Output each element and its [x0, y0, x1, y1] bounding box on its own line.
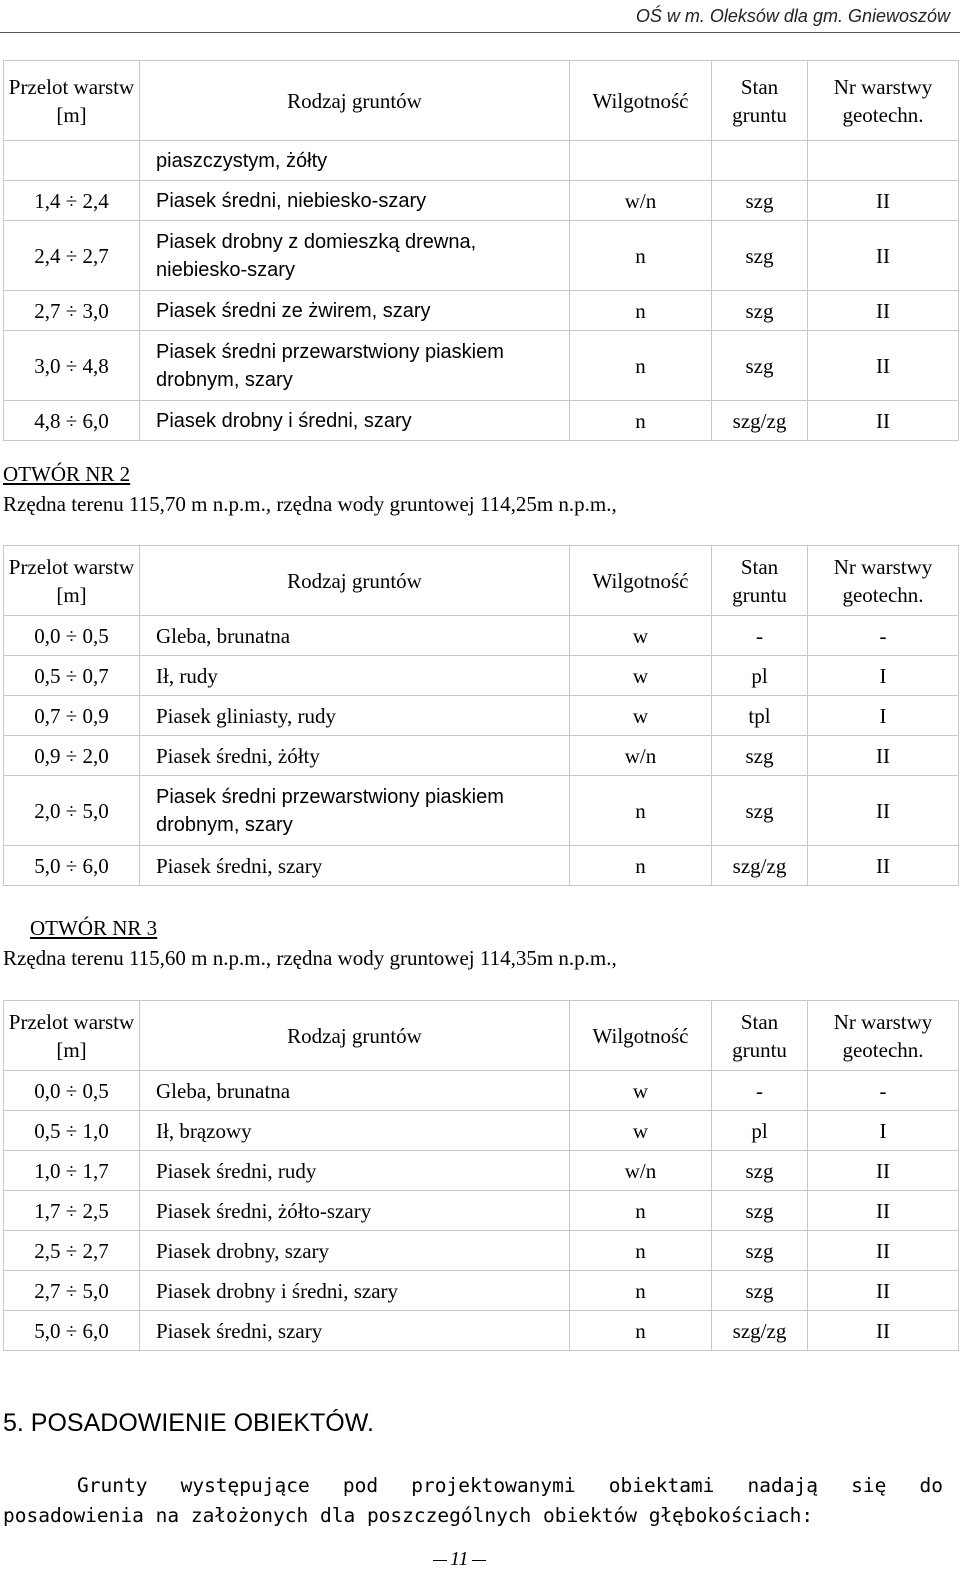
cell-soil: Piasek drobny i średni, szary: [140, 401, 570, 441]
col-header-state: Stan gruntu: [712, 1001, 808, 1071]
cell-depth: 4,8 ÷ 6,0: [4, 401, 140, 441]
col-header-state: Stan gruntu: [712, 61, 808, 141]
cell-state: szg: [712, 221, 808, 291]
cell-moisture: w: [570, 656, 712, 696]
cell-depth: 2,5 ÷ 2,7: [4, 1231, 140, 1271]
running-header: OŚ w m. Oleksów dla gm. Gniewoszów: [635, 6, 950, 26]
cell-moisture: w/n: [570, 1151, 712, 1191]
borehole-3-title: OTWÓR NR 3: [30, 916, 158, 940]
cell-depth: 1,4 ÷ 2,4: [4, 181, 140, 221]
cell-soil: Ił, brązowy: [140, 1111, 570, 1151]
cell-soil: piaszczystym, żółty: [140, 141, 570, 181]
cell-layer: II: [808, 1231, 959, 1271]
cell-depth: 3,0 ÷ 4,8: [4, 331, 140, 401]
page-number-dash-left: [433, 1560, 447, 1561]
table-row: [4, 401, 959, 441]
cell-moisture: w: [570, 616, 712, 656]
table-row: [4, 221, 959, 291]
cell-layer: II: [808, 291, 959, 331]
cell-state: szg: [712, 1191, 808, 1231]
cell-depth: 1,0 ÷ 1,7: [4, 1151, 140, 1191]
cell-state: szg/zg: [712, 1311, 808, 1351]
cell-layer: I: [808, 656, 959, 696]
cell-soil: Piasek średni, żółty: [140, 736, 570, 776]
cell-soil: Piasek średni, szary: [140, 1311, 570, 1351]
soil-table-3: [3, 1000, 959, 1351]
section-paragraph: Grunty występujące pod projektowanymi obiektami nadają się do posadowienia na założonych dla poszczególnych obiektów głębokościach:: [3, 1474, 943, 1527]
cell-state: -: [712, 616, 808, 656]
col-header-depth: Przelot warstw [m]: [4, 1001, 140, 1071]
table-row: [4, 776, 959, 846]
cell-moisture: n: [570, 846, 712, 886]
cell-state: szg/zg: [712, 846, 808, 886]
cell-soil: Piasek średni przewarstwiony piaskiem drobnym, szary: [140, 776, 570, 846]
cell-layer: II: [808, 1151, 959, 1191]
cell-state: szg: [712, 181, 808, 221]
col-header-moisture: Wilgotność: [570, 546, 712, 616]
cell-state: szg: [712, 1231, 808, 1271]
cell-soil: Gleba, brunatna: [140, 1071, 570, 1111]
cell-depth: 0,5 ÷ 1,0: [4, 1111, 140, 1151]
cell-state: [712, 141, 808, 181]
table-row: [4, 141, 959, 181]
cell-depth: 0,5 ÷ 0,7: [4, 656, 140, 696]
cell-depth: 5,0 ÷ 6,0: [4, 1311, 140, 1351]
table-row: [4, 1071, 959, 1111]
cell-soil: Piasek średni, niebiesko-szary: [140, 181, 570, 221]
table-row: [4, 1231, 959, 1271]
cell-soil: Piasek gliniasty, rudy: [140, 696, 570, 736]
table-row: [4, 331, 959, 401]
cell-depth: 0,0 ÷ 0,5: [4, 616, 140, 656]
cell-moisture: n: [570, 1311, 712, 1351]
cell-state: -: [712, 1071, 808, 1111]
cell-depth: 0,0 ÷ 0,5: [4, 1071, 140, 1111]
cell-moisture: n: [570, 1231, 712, 1271]
cell-layer: II: [808, 776, 959, 846]
cell-state: pl: [712, 656, 808, 696]
page-number-dash-right: [472, 1560, 486, 1561]
cell-moisture: w: [570, 1111, 712, 1151]
cell-layer: II: [808, 221, 959, 291]
borehole-2-title: OTWÓR NR 2: [3, 462, 131, 486]
col-header-soil: Rodzaj gruntów: [140, 61, 570, 141]
cell-depth: 5,0 ÷ 6,0: [4, 846, 140, 886]
cell-depth: 0,9 ÷ 2,0: [4, 736, 140, 776]
cell-soil: Piasek średni, rudy: [140, 1151, 570, 1191]
cell-depth: 2,0 ÷ 5,0: [4, 776, 140, 846]
cell-depth: [4, 141, 140, 181]
section-heading: 5. POSADOWIENIE OBIEKTÓW.: [3, 1409, 374, 1437]
cell-moisture: w/n: [570, 736, 712, 776]
cell-layer: II: [808, 846, 959, 886]
cell-soil: Piasek drobny, szary: [140, 1231, 570, 1271]
cell-layer: II: [808, 1271, 959, 1311]
cell-moisture: w: [570, 1071, 712, 1111]
table-row: [4, 1271, 959, 1311]
cell-soil: Piasek drobny z domieszką drewna, niebiesko-szary: [140, 221, 570, 291]
cell-moisture: n: [570, 1191, 712, 1231]
cell-state: szg: [712, 736, 808, 776]
cell-soil: Piasek średni przewarstwiony piaskiem drobnym, szary: [140, 331, 570, 401]
page-number: [430, 1548, 489, 1571]
borehole-2-elevation: Rzędna terenu 115,70 m n.p.m., rzędna wody gruntowej 114,25m n.p.m.,: [3, 492, 617, 516]
col-header-layer: Nr warstwy geotechn.: [808, 61, 959, 141]
cell-layer: I: [808, 1111, 959, 1151]
soil-table-1: [3, 60, 959, 441]
cell-state: szg: [712, 291, 808, 331]
cell-state: szg: [712, 776, 808, 846]
table-row: [4, 291, 959, 331]
cell-layer: II: [808, 401, 959, 441]
cell-soil: Piasek średni, szary: [140, 846, 570, 886]
cell-moisture: w: [570, 696, 712, 736]
cell-moisture: w/n: [570, 181, 712, 221]
col-header-depth: Przelot warstw [m]: [4, 61, 140, 141]
cell-layer: II: [808, 736, 959, 776]
table-row: [4, 846, 959, 886]
cell-state: tpl: [712, 696, 808, 736]
table-row: [4, 181, 959, 221]
table-row: [4, 656, 959, 696]
cell-layer: -: [808, 616, 959, 656]
cell-soil: Ił, rudy: [140, 656, 570, 696]
cell-layer: I: [808, 696, 959, 736]
cell-soil: Piasek średni ze żwirem, szary: [140, 291, 570, 331]
cell-state: pl: [712, 1111, 808, 1151]
table-row: [4, 616, 959, 656]
col-header-soil: Rodzaj gruntów: [140, 1001, 570, 1071]
cell-moisture: n: [570, 776, 712, 846]
table-row: [4, 1151, 959, 1191]
cell-layer: [808, 141, 959, 181]
table-row: [4, 736, 959, 776]
cell-state: szg/zg: [712, 401, 808, 441]
cell-depth: 2,7 ÷ 5,0: [4, 1271, 140, 1311]
cell-state: szg: [712, 331, 808, 401]
cell-layer: II: [808, 1191, 959, 1231]
col-header-layer: Nr warstwy geotechn.: [808, 1001, 959, 1071]
cell-depth: 2,4 ÷ 2,7: [4, 221, 140, 291]
table-row: [4, 1311, 959, 1351]
borehole-3-elevation: Rzędna terenu 115,60 m n.p.m., rzędna wody gruntowej 114,35m n.p.m.,: [3, 946, 617, 970]
cell-layer: II: [808, 331, 959, 401]
cell-moisture: n: [570, 221, 712, 291]
header-rule: [0, 32, 960, 33]
cell-depth: 1,7 ÷ 2,5: [4, 1191, 140, 1231]
col-header-moisture: Wilgotność: [570, 61, 712, 141]
table-row: [4, 1111, 959, 1151]
cell-soil: Gleba, brunatna: [140, 616, 570, 656]
cell-layer: II: [808, 1311, 959, 1351]
cell-layer: II: [808, 181, 959, 221]
page-number-value: 11: [450, 1548, 469, 1570]
cell-depth: 0,7 ÷ 0,9: [4, 696, 140, 736]
cell-state: szg: [712, 1151, 808, 1191]
table-row: [4, 1191, 959, 1231]
cell-soil: Piasek drobny i średni, szary: [140, 1271, 570, 1311]
cell-soil: Piasek średni, żółto-szary: [140, 1191, 570, 1231]
col-header-depth: Przelot warstw [m]: [4, 546, 140, 616]
cell-depth: 2,7 ÷ 3,0: [4, 291, 140, 331]
col-header-soil: Rodzaj gruntów: [140, 546, 570, 616]
cell-moisture: [570, 141, 712, 181]
col-header-state: Stan gruntu: [712, 546, 808, 616]
cell-state: szg: [712, 1271, 808, 1311]
col-header-layer: Nr warstwy geotechn.: [808, 546, 959, 616]
cell-moisture: n: [570, 1271, 712, 1311]
cell-moisture: n: [570, 331, 712, 401]
col-header-moisture: Wilgotność: [570, 1001, 712, 1071]
cell-moisture: n: [570, 291, 712, 331]
cell-layer: -: [808, 1071, 959, 1111]
cell-moisture: n: [570, 401, 712, 441]
soil-table-2: [3, 545, 959, 886]
table-row: [4, 696, 959, 736]
